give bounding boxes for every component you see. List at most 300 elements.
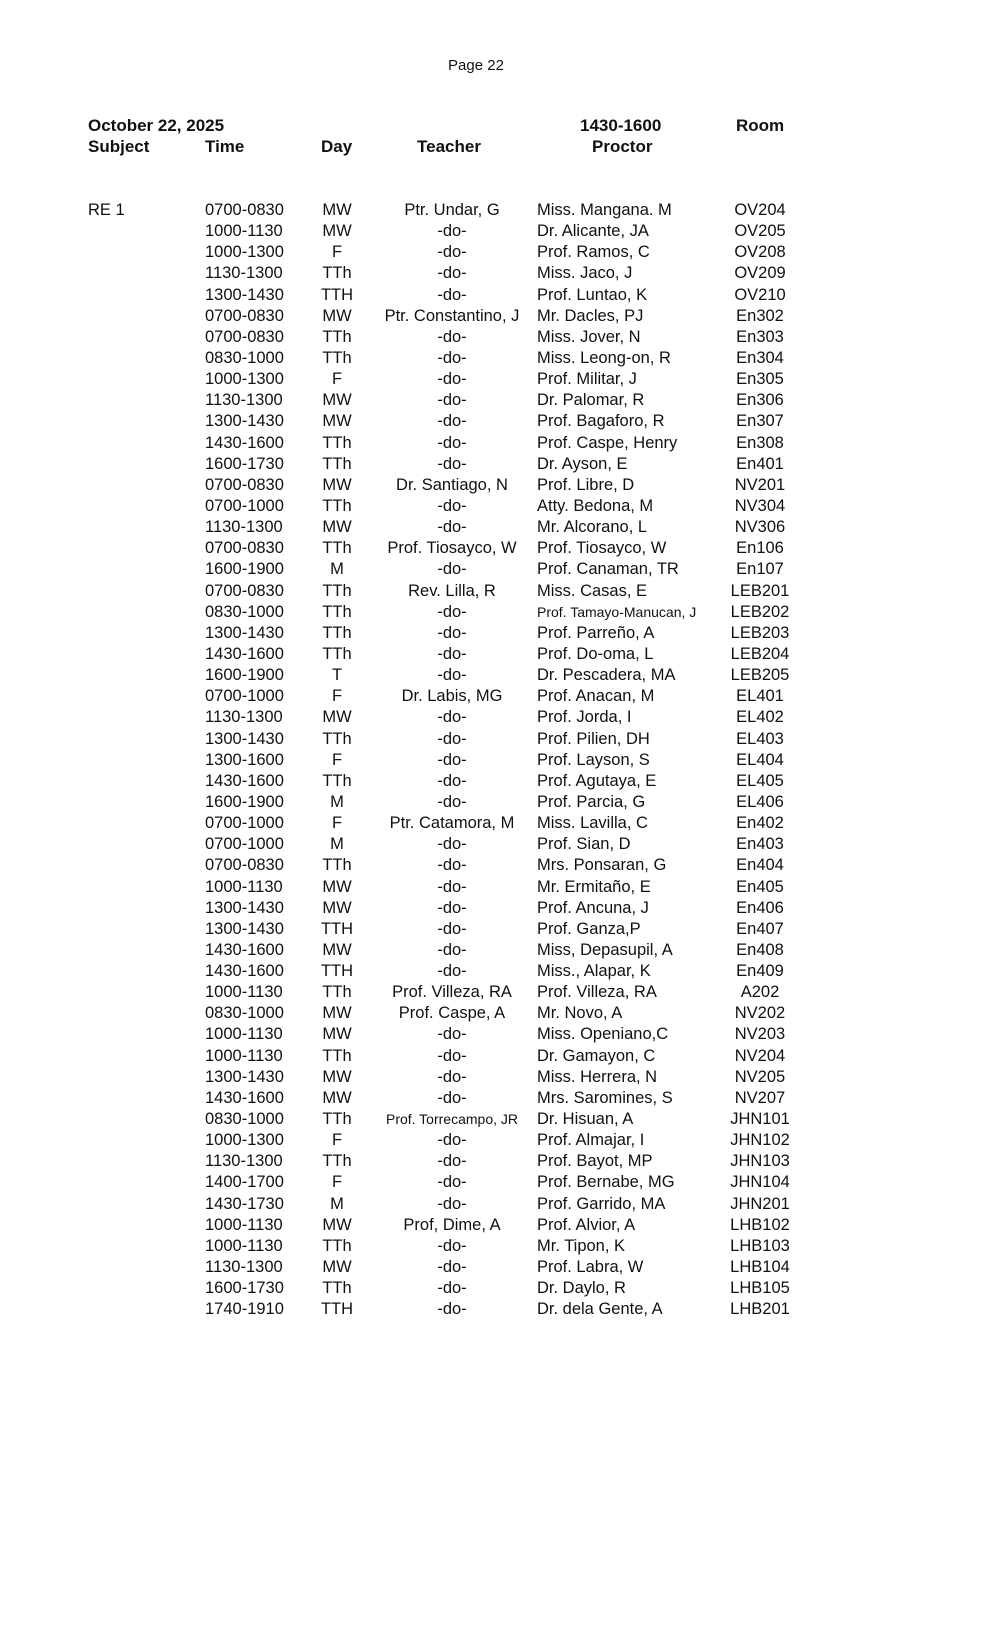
cell-teacher: -do- xyxy=(437,391,467,410)
cell-day: TTh xyxy=(322,581,352,600)
cell-proctor: Dr. Daylo, R xyxy=(537,1279,626,1298)
cell-time: 1000-1130 xyxy=(205,1025,283,1044)
cell-time: 1000-1130 xyxy=(205,1236,283,1255)
cell-room: EL403 xyxy=(736,729,784,748)
cell-day: F xyxy=(331,243,343,262)
cell-proctor: Prof. Tamayo-Manucan, J xyxy=(537,603,697,620)
cell-proctor: Atty. Bedona, M xyxy=(537,496,654,515)
cell-teacher: -do- xyxy=(437,771,467,790)
cell-proctor: Miss. Leong-on, R xyxy=(537,348,671,367)
cell-teacher: -do- xyxy=(437,1279,467,1298)
cell-room: NV205 xyxy=(734,1067,786,1086)
table-row xyxy=(0,644,1000,665)
cell-teacher: -do- xyxy=(437,708,467,727)
cell-teacher: Prof. Torrecampo, JR xyxy=(385,1111,518,1128)
cell-time: 0700-0830 xyxy=(205,539,284,558)
cell-time: 1130-1300 xyxy=(205,518,283,537)
table-row xyxy=(0,369,1000,390)
cell-room: LEB205 xyxy=(730,666,790,685)
cell-proctor: Prof. Bayot, MP xyxy=(537,1152,653,1171)
cell-teacher: -do- xyxy=(437,940,467,959)
cell-time: 1430-1730 xyxy=(205,1194,284,1213)
cell-time: 0700-1000 xyxy=(205,496,284,515)
cell-room: JHN101 xyxy=(730,1110,790,1129)
cell-proctor: Miss. Jaco, J xyxy=(537,264,633,283)
cell-teacher: -do- xyxy=(437,856,467,875)
cell-proctor: Miss. Mangana. M xyxy=(537,201,672,219)
cell-time: 1130-1300 xyxy=(205,708,283,727)
cell-room: OV209 xyxy=(734,264,786,283)
cell-time: 1130-1300 xyxy=(205,1258,283,1277)
table-row xyxy=(0,623,1000,644)
cell-room: NV203 xyxy=(734,1025,786,1044)
cell-room: EL402 xyxy=(736,708,784,727)
table-row xyxy=(0,1067,1000,1088)
cell-room: En405 xyxy=(736,877,784,896)
cell-room: En407 xyxy=(736,919,784,938)
cell-day: MW xyxy=(322,475,352,494)
cell-room: NV304 xyxy=(734,496,786,515)
table-row xyxy=(0,813,1000,834)
cell-time: 1600-1900 xyxy=(205,792,284,811)
cell-day: TTh xyxy=(322,1236,352,1255)
cell-time: 0830-1000 xyxy=(205,1004,284,1023)
cell-proctor: Miss, Depasupil, A xyxy=(537,940,673,959)
cell-day: M xyxy=(330,792,344,811)
table-row xyxy=(0,1215,1000,1236)
cell-day: F xyxy=(331,1173,343,1192)
cell-proctor: Dr. Ayson, E xyxy=(537,454,628,473)
cell-teacher: -do- xyxy=(437,835,467,854)
cell-day: TTh xyxy=(322,644,352,663)
table-row xyxy=(0,1024,1000,1045)
cell-day: TTh xyxy=(322,433,352,452)
table-row xyxy=(0,433,1000,454)
cell-room: En403 xyxy=(736,835,784,854)
cell-time: 1130-1300 xyxy=(205,391,283,410)
table-row xyxy=(0,855,1000,876)
cell-teacher: Prof. Tiosayco, W xyxy=(387,539,517,558)
cell-room: En408 xyxy=(736,940,784,959)
cell-teacher: -do- xyxy=(437,496,467,515)
cell-proctor: Prof. Parcia, G xyxy=(537,792,646,811)
cell-day: MW xyxy=(322,306,352,325)
table-row xyxy=(0,454,1000,475)
cell-proctor: Mr. Dacles, PJ xyxy=(537,306,644,325)
cell-room: EL406 xyxy=(736,792,784,811)
cell-proctor: Prof. Caspe, Henry xyxy=(537,433,678,452)
cell-day: MW xyxy=(322,877,352,896)
cell-time: 0700-0830 xyxy=(205,475,284,494)
cell-day: TTh xyxy=(322,454,352,473)
cell-proctor: Prof. Jorda, I xyxy=(537,708,632,727)
cell-time: 1740-1910 xyxy=(205,1300,284,1319)
cell-teacher: -do- xyxy=(437,1173,467,1192)
cell-teacher: -do- xyxy=(437,348,467,367)
cell-time: 0700-0830 xyxy=(205,327,284,346)
cell-day: MW xyxy=(322,518,352,537)
cell-teacher: Ptr. Catamora, M xyxy=(389,814,515,833)
table-row xyxy=(0,559,1000,580)
cell-day: TTh xyxy=(322,856,352,875)
cell-teacher: Dr. Labis, MG xyxy=(401,687,503,706)
cell-proctor: Miss. Openiano,C xyxy=(537,1025,669,1044)
cell-teacher: -do- xyxy=(437,433,467,452)
cell-room: OV204 xyxy=(734,201,786,219)
cell-proctor: Prof. Bernabe, MG xyxy=(537,1173,675,1192)
cell-teacher: -do- xyxy=(437,285,467,304)
cell-teacher: Prof. Villeza, RA xyxy=(392,983,512,1002)
cell-day: MW xyxy=(322,201,352,219)
cell-proctor: Dr. Gamayon, C xyxy=(537,1046,656,1065)
table-row xyxy=(0,1046,1000,1067)
column-header-time: Time xyxy=(205,137,245,156)
cell-proctor: Mr. Novo, A xyxy=(537,1004,623,1023)
cell-room: OV210 xyxy=(734,285,786,304)
cell-room: LHB201 xyxy=(730,1300,790,1319)
table-row xyxy=(0,1130,1000,1151)
table-row xyxy=(0,306,1000,327)
cell-day: MW xyxy=(322,898,352,917)
cell-day: TTh xyxy=(322,771,352,790)
cell-proctor: Miss., Alapar, K xyxy=(537,962,651,981)
cell-day: TTh xyxy=(322,327,352,346)
table-row xyxy=(0,581,1000,602)
table-row xyxy=(0,834,1000,855)
cell-day: T xyxy=(331,666,343,685)
cell-teacher: -do- xyxy=(437,919,467,938)
cell-proctor: Mr. Ermitaño, E xyxy=(537,877,651,896)
table-row xyxy=(0,707,1000,728)
table-row xyxy=(0,1003,1000,1024)
cell-day: TTH xyxy=(320,919,354,938)
table-row xyxy=(0,792,1000,813)
cell-teacher: -do- xyxy=(437,962,467,981)
table-row xyxy=(0,348,1000,369)
cell-room: LHB104 xyxy=(730,1258,790,1277)
table-row xyxy=(0,285,1000,306)
cell-time: 1300-1430 xyxy=(205,623,284,642)
cell-teacher: -do- xyxy=(437,1067,467,1086)
cell-proctor: Prof. Libre, D xyxy=(537,475,635,494)
cell-time: 1300-1430 xyxy=(205,729,284,748)
cell-day: MW xyxy=(322,940,352,959)
table-row xyxy=(0,517,1000,538)
cell-time: 1430-1600 xyxy=(205,644,284,663)
table-row xyxy=(0,538,1000,559)
cell-time: 0700-1000 xyxy=(205,814,284,833)
cell-day: TTh xyxy=(322,729,352,748)
cell-time: 1300-1430 xyxy=(205,412,284,431)
cell-room: JHN201 xyxy=(730,1194,790,1213)
exam-date: October 22, 2025 xyxy=(88,116,225,135)
cell-room: En409 xyxy=(736,962,784,981)
cell-proctor: Prof. Luntao, K xyxy=(537,285,648,304)
cell-day: TTH xyxy=(320,285,354,304)
table-row xyxy=(0,961,1000,982)
cell-proctor: Prof. Villeza, RA xyxy=(537,983,657,1002)
cell-time: 1000-1130 xyxy=(205,1046,283,1065)
cell-day: M xyxy=(330,1194,344,1213)
cell-teacher: -do- xyxy=(437,1088,467,1107)
cell-room: LHB103 xyxy=(730,1236,790,1255)
cell-room: En303 xyxy=(736,327,784,346)
cell-room: En107 xyxy=(736,560,784,579)
table-row xyxy=(0,496,1000,517)
cell-day: TTh xyxy=(322,496,352,515)
cell-teacher: -do- xyxy=(437,666,467,685)
cell-subject: RE 1 xyxy=(88,201,125,219)
cell-time: 1000-1130 xyxy=(205,983,283,1002)
table-row xyxy=(0,411,1000,432)
table-row xyxy=(0,221,1000,242)
cell-teacher: -do- xyxy=(437,1258,467,1277)
cell-proctor: Prof. Sian, D xyxy=(537,835,631,854)
cell-day: M xyxy=(330,835,344,854)
cell-teacher: -do- xyxy=(437,264,467,283)
cell-teacher: Prof, Dime, A xyxy=(403,1215,501,1234)
cell-time: 1600-1730 xyxy=(205,1279,284,1298)
cell-time: 1000-1130 xyxy=(205,222,283,241)
table-row xyxy=(0,1299,1000,1320)
cell-time: 1000-1300 xyxy=(205,1131,284,1150)
table-row xyxy=(0,919,1000,940)
cell-room: LEB203 xyxy=(730,623,790,642)
cell-room: En305 xyxy=(736,370,784,389)
table-row xyxy=(0,877,1000,898)
cell-time: 1300-1430 xyxy=(205,919,284,938)
cell-teacher: -do- xyxy=(437,222,467,241)
cell-day: TTh xyxy=(322,264,352,283)
cell-time: 1430-1600 xyxy=(205,433,284,452)
cell-room: LHB102 xyxy=(730,1215,790,1234)
cell-room: En404 xyxy=(736,856,784,875)
cell-proctor: Mr. Alcorano, L xyxy=(537,518,648,537)
cell-room: LEB202 xyxy=(730,602,790,621)
cell-room: JHN103 xyxy=(730,1152,790,1171)
cell-proctor: Dr. Pescadera, MA xyxy=(537,666,676,685)
cell-time: 1000-1130 xyxy=(205,877,283,896)
cell-proctor: Miss. Lavilla, C xyxy=(537,814,648,833)
cell-teacher: -do- xyxy=(437,370,467,389)
cell-time: 1130-1300 xyxy=(205,1152,283,1171)
cell-day: TTh xyxy=(322,1046,352,1065)
cell-time: 1400-1700 xyxy=(205,1173,284,1192)
cell-room: A202 xyxy=(740,983,780,1002)
cell-time: 0700-0830 xyxy=(205,581,284,600)
cell-proctor: Mrs. Saromines, S xyxy=(537,1088,673,1107)
cell-room: EL404 xyxy=(736,750,784,769)
cell-time: 0700-1000 xyxy=(205,835,284,854)
cell-teacher: Dr. Santiago, N xyxy=(396,475,508,494)
cell-day: MW xyxy=(322,222,352,241)
cell-day: F xyxy=(331,687,343,706)
cell-day: TTh xyxy=(322,983,352,1002)
exam-period: 1430-1600 xyxy=(580,116,662,135)
cell-teacher: Rev. Lilla, R xyxy=(408,581,496,600)
cell-day: MW xyxy=(322,1004,352,1023)
cell-proctor: Prof. Almajar, I xyxy=(537,1131,645,1150)
table-row xyxy=(0,1194,1000,1215)
cell-teacher: -do- xyxy=(437,1025,467,1044)
cell-day: MW xyxy=(322,1215,352,1234)
cell-room: En401 xyxy=(736,454,784,473)
cell-proctor: Mrs. Ponsaran, G xyxy=(537,856,667,875)
cell-time: 1300-1430 xyxy=(205,285,284,304)
cell-teacher: -do- xyxy=(437,792,467,811)
cell-room: En304 xyxy=(736,348,784,367)
cell-room: OV208 xyxy=(734,243,786,262)
cell-room: LEB201 xyxy=(730,581,790,600)
cell-room: LHB105 xyxy=(730,1279,790,1298)
table-row xyxy=(0,750,1000,771)
cell-teacher: -do- xyxy=(437,560,467,579)
cell-proctor: Dr. Alicante, JA xyxy=(537,222,649,241)
cell-proctor: Dr. Palomar, R xyxy=(537,391,645,410)
cell-proctor: Prof. Garrido, MA xyxy=(537,1194,666,1213)
table-row xyxy=(0,327,1000,348)
cell-time: 1300-1430 xyxy=(205,898,284,917)
column-header-proctor: Proctor xyxy=(592,137,653,156)
cell-proctor: Prof. Ramos, C xyxy=(537,243,650,262)
cell-time: 1000-1300 xyxy=(205,370,284,389)
cell-proctor: Miss. Casas, E xyxy=(537,581,648,600)
cell-room: NV201 xyxy=(734,475,786,494)
cell-day: TTh xyxy=(322,602,352,621)
cell-teacher: Ptr. Constantino, J xyxy=(384,306,520,325)
cell-time: 0830-1000 xyxy=(205,602,284,621)
table-row xyxy=(0,1278,1000,1299)
table-row xyxy=(0,602,1000,623)
table-row xyxy=(0,1236,1000,1257)
column-header-teacher: Teacher xyxy=(417,137,481,156)
table-row xyxy=(0,1088,1000,1109)
cell-day: MW xyxy=(322,1025,352,1044)
cell-teacher: -do- xyxy=(437,877,467,896)
cell-day: F xyxy=(331,1131,343,1150)
cell-day: TTh xyxy=(322,1152,352,1171)
cell-proctor: Prof. Agutaya, E xyxy=(537,771,657,790)
cell-proctor: Prof. Alvior, A xyxy=(537,1215,636,1234)
table-row xyxy=(0,771,1000,792)
cell-time: 0830-1000 xyxy=(205,1110,284,1129)
cell-proctor: Prof. Bagaforo, R xyxy=(537,412,665,431)
cell-room: EL401 xyxy=(736,687,784,706)
cell-time: 1430-1600 xyxy=(205,1088,284,1107)
cell-day: F xyxy=(331,814,343,833)
cell-day: MW xyxy=(322,708,352,727)
cell-teacher: -do- xyxy=(437,1131,467,1150)
cell-proctor: Miss. Jover, N xyxy=(537,327,641,346)
cell-teacher: -do- xyxy=(437,729,467,748)
cell-room: JHN104 xyxy=(730,1173,790,1192)
cell-day: TTH xyxy=(320,1300,354,1319)
table-row xyxy=(0,1151,1000,1172)
cell-teacher: -do- xyxy=(437,1046,467,1065)
table-row xyxy=(0,200,1000,221)
cell-day: F xyxy=(331,750,343,769)
cell-time: 0830-1000 xyxy=(205,348,284,367)
cell-room: En308 xyxy=(736,433,784,452)
cell-time: 1300-1600 xyxy=(205,750,284,769)
cell-teacher: -do- xyxy=(437,243,467,262)
cell-time: 0700-1000 xyxy=(205,687,284,706)
cell-teacher: Prof. Caspe, A xyxy=(398,1004,506,1023)
cell-time: 1600-1730 xyxy=(205,454,284,473)
cell-day: TTh xyxy=(322,623,352,642)
table-row xyxy=(0,390,1000,411)
cell-teacher: -do- xyxy=(437,1236,467,1255)
cell-room: En306 xyxy=(736,391,784,410)
cell-teacher: -do- xyxy=(437,1194,467,1213)
cell-day: MW xyxy=(322,1258,352,1277)
cell-room: En402 xyxy=(736,814,784,833)
table-row xyxy=(0,982,1000,1003)
cell-proctor: Prof. Ancuna, J xyxy=(537,898,649,917)
cell-time: 1430-1600 xyxy=(205,940,284,959)
cell-room: En406 xyxy=(736,898,784,917)
cell-proctor: Prof. Ganza,P xyxy=(537,919,641,938)
cell-teacher: -do- xyxy=(437,898,467,917)
cell-day: TTh xyxy=(322,1279,352,1298)
cell-proctor: Prof. Layson, S xyxy=(537,750,650,769)
cell-room: En302 xyxy=(736,306,784,325)
cell-time: 1600-1900 xyxy=(205,560,284,579)
cell-proctor: Dr. dela Gente, A xyxy=(537,1300,663,1319)
cell-day: MW xyxy=(322,412,352,431)
column-header-room: Room xyxy=(736,116,785,135)
cell-room: NV306 xyxy=(734,518,786,537)
cell-teacher: -do- xyxy=(437,1152,467,1171)
cell-proctor: Prof. Do-oma, L xyxy=(537,644,654,663)
cell-proctor: Miss. Herrera, N xyxy=(537,1067,658,1086)
cell-day: TTh xyxy=(322,1110,352,1129)
cell-teacher: Ptr. Undar, G xyxy=(404,201,500,219)
cell-teacher: -do- xyxy=(437,518,467,537)
cell-time: 1430-1600 xyxy=(205,771,284,790)
table-row xyxy=(0,686,1000,707)
cell-day: MW xyxy=(322,1088,352,1107)
cell-day: F xyxy=(331,370,343,389)
cell-proctor: Prof. Pilien, DH xyxy=(537,729,650,748)
table-row xyxy=(0,665,1000,686)
cell-teacher: -do- xyxy=(437,412,467,431)
cell-room: OV205 xyxy=(734,222,786,241)
cell-room: LEB204 xyxy=(730,644,790,663)
cell-day: TTh xyxy=(322,348,352,367)
column-header-subject: Subject xyxy=(88,137,150,156)
cell-room: EL405 xyxy=(736,771,784,790)
cell-room: JHN102 xyxy=(730,1131,790,1150)
cell-teacher: -do- xyxy=(437,1300,467,1319)
cell-teacher: -do- xyxy=(437,454,467,473)
cell-teacher: -do- xyxy=(437,327,467,346)
cell-time: 1000-1300 xyxy=(205,243,284,262)
cell-day: MW xyxy=(322,1067,352,1086)
table-row xyxy=(0,1257,1000,1278)
cell-day: M xyxy=(330,560,344,579)
cell-proctor: Prof. Anacan, M xyxy=(537,687,655,706)
cell-room: En307 xyxy=(736,412,784,431)
cell-time: 1300-1430 xyxy=(205,1067,284,1086)
cell-time: 1430-1600 xyxy=(205,962,284,981)
cell-time: 0700-0830 xyxy=(205,306,284,325)
column-header-day: Day xyxy=(321,137,353,156)
cell-proctor: Dr. Hisuan, A xyxy=(537,1110,634,1129)
cell-room: En106 xyxy=(736,539,784,558)
cell-time: 1600-1900 xyxy=(205,666,284,685)
cell-time: 1000-1130 xyxy=(205,1215,283,1234)
